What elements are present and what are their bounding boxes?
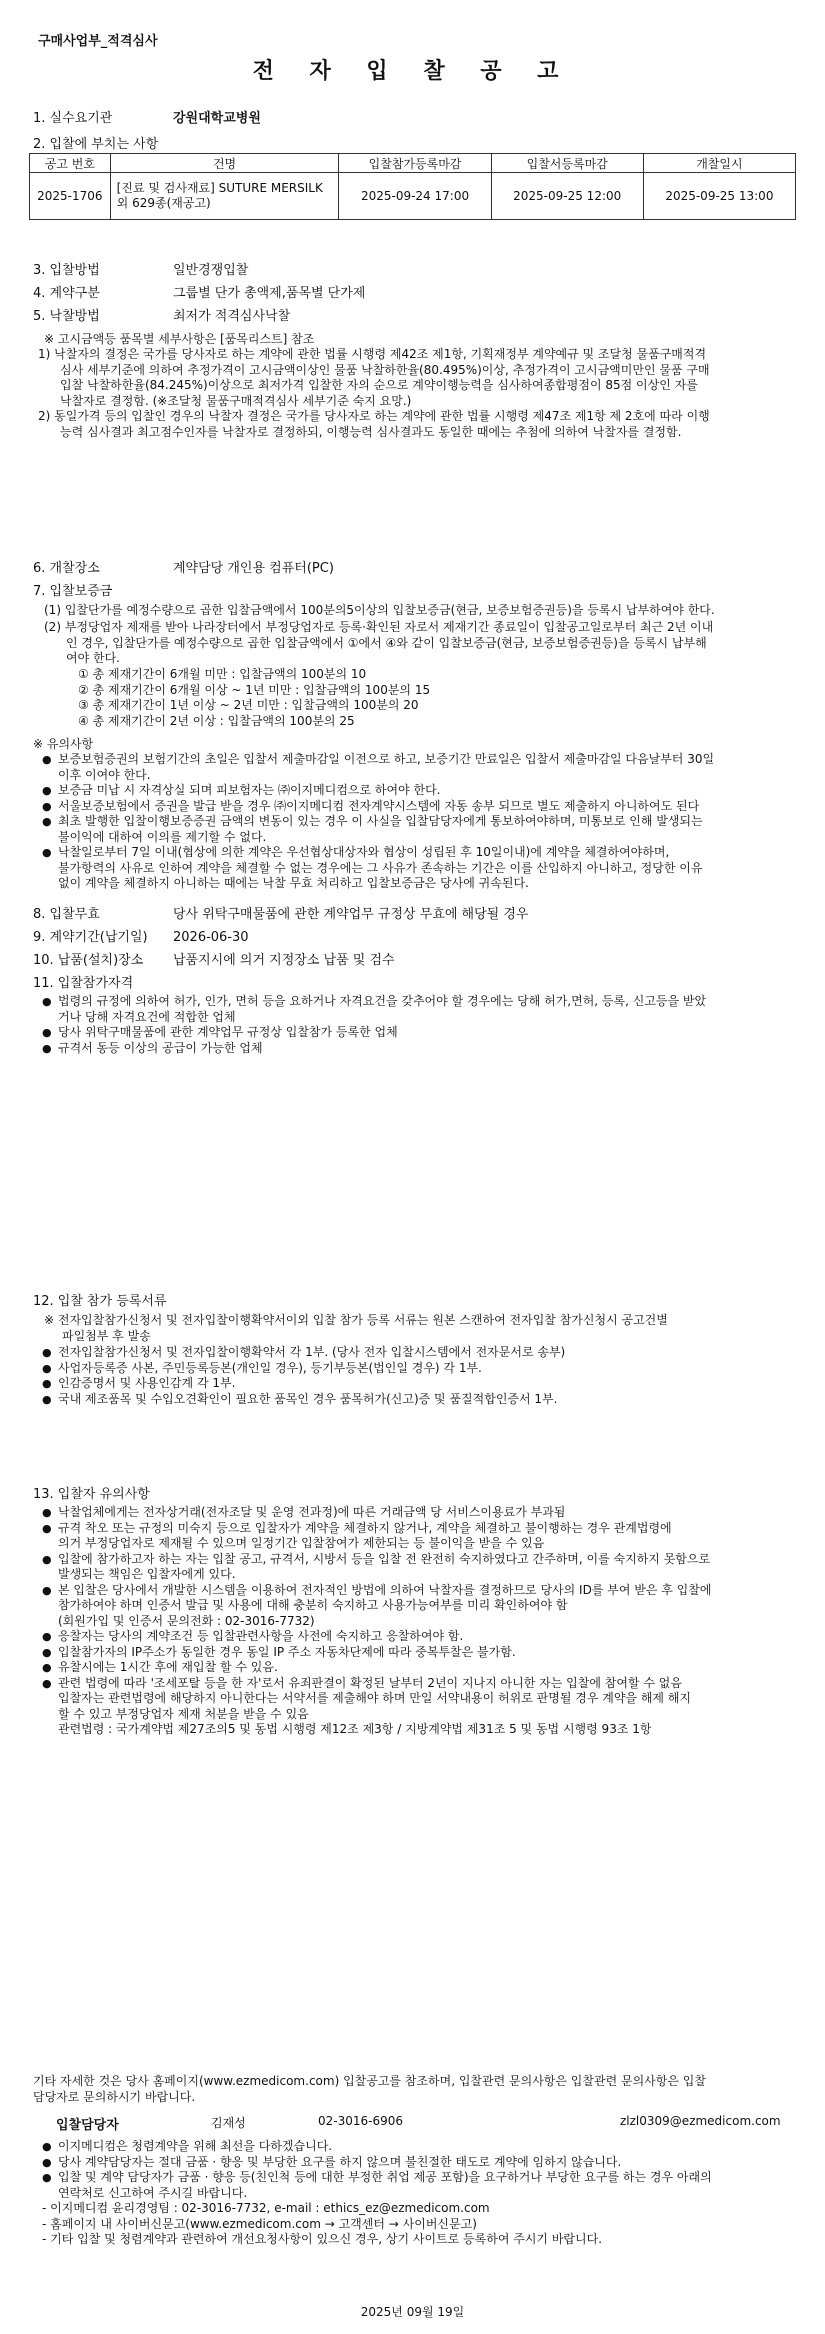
list-item: ● 당사 위탁구매물품에 관한 계약업무 규정상 입찰참가 등록한 업체	[42, 1025, 802, 1041]
contact-phone: 02-3016-6906	[318, 2114, 404, 2128]
list-item: ● 전자입찰참가신청서 및 전자입찰이행확약서 각 1부. (당사 전자 입찰시스템에서 전자문서로 송부)	[42, 1345, 802, 1361]
section-bid-bond-heading: 7. 입찰보증금	[33, 584, 113, 599]
section-contract-type: 4. 계약구분 그룹별 단가 총액제,품목별 단가제	[33, 286, 366, 301]
section-opening-place: 6. 개찰장소 계약담당 개인용 컴퓨터(PC)	[33, 561, 334, 576]
list-item: - 이지메디컴 윤리경영팀 : 02-3016-7732, e-mail : ethics_ez@ezmedicom.com	[42, 2201, 490, 2215]
department-label: 구매사업부_적격심사	[38, 34, 158, 49]
ethics-list	[42, 2139, 802, 2201]
contact-email: zlzl0309@ezmedicom.com	[620, 2114, 781, 2128]
list-item: ● 국내 제조품목 및 수입오견확인이 필요한 품목인 경우 품목허가(신고)증 및 품질적합인증서 1부.	[42, 1392, 802, 1408]
list-item: ● 본 입찰은 당사에서 개발한 시스템을 이용하여 전자적인 방법에 의하여 낙찰자를 결정하므로 당사의 ID를 부여 받은 후 입찰에 참가하여야 하며 인증서 발급 및 사용에 대해 충분히 숙지하고 사용가능여부를 미리 확인하여야 함 (회원가입 및 인증서 문의전화 : 02-3016-7732)	[42, 1583, 802, 1630]
list-item: - 홈페이지 내 사이버신문고(www.ezmedicom.com → 고객센터 → 사이버신문고)	[42, 2216, 477, 2231]
list-item: ① 총 제재기간이 6개월 미만 : 입찰금액의 100분의 10	[78, 667, 367, 681]
report-contacts	[42, 2201, 812, 2248]
list-item: ● 법령의 규정에 의하여 허가, 인가, 면허 등을 요하거나 자격요건을 갖추어야 할 경우에는 당해 허가,면허, 등록, 신고등을 받았 거나 당해 자격요건에 적합한 업체	[42, 994, 802, 1025]
bid-bond-notes-heading: ※ 유의사항	[33, 737, 94, 751]
documents-list	[42, 1345, 802, 1407]
list-item: ● 이지메디컴은 청렴계약을 위해 최선을 다하겠습니다.	[42, 2139, 802, 2155]
documents-note: ※ 전자입찰참가신청서 및 전자입찰이행확약서이외 입찰 참가 등록 서류는 원본 스캔하여 전자입찰 참가신청시 공고건별 파일첨부 후 발송	[44, 1313, 668, 1343]
list-item: ● 관련 법령에 따라 '조세포탈 등을 한 자'로서 유죄판결이 확정된 날부터 2년이 지나지 아니한 자는 입찰에 참여할 수 없음 입찰자는 관련법령에 해당하지 아니한다는 서약서를 제출해야 하며 만일 서약내용이 허위로 판명될 경우 계약을 해제 해지 할 수 있고 부정당업자 제재 처분을 받을 수 있음 관련법령 : 국가계약법 제27조의5 및 동법 시행령 제12조 제3항 / 지방계약법 제31조 5 및 동법 시행령 93조 1항	[42, 1676, 802, 1738]
bid-deadline: 2025-09-25 12:00	[491, 173, 643, 220]
list-item: ● 입찰 및 계약 담당자가 금품 · 향응 등(친인척 등에 대한 부정한 취업 제공 포함)을 요구하거나 부당한 요구를 하는 경우 아래의 연락처로 신고하여 주시길 바랍니다.	[42, 2170, 802, 2201]
section-invalid-bid: 8. 입찰무효 당사 위탁구매물품에 관한 계약업무 규정상 무효에 해당될 경우	[33, 907, 529, 922]
section-contract-period: 9. 계약기간(납기일) 2026-06-30	[33, 930, 249, 945]
list-item: ● 당사 계약담당자는 절대 금품 · 향응 및 부당한 요구를 하지 않으며 불친절한 태도로 계약에 임하지 않습니다.	[42, 2155, 802, 2171]
column-header: 건명	[110, 154, 339, 173]
section-delivery-place: 10. 납품(설치)장소 납품지시에 의거 지정장소 납품 및 검수	[33, 953, 395, 968]
bid-items-table	[29, 153, 796, 220]
list-item: ● 인감증명서 및 사용인감계 각 1부.	[42, 1376, 802, 1392]
column-header: 개찰일시	[643, 154, 795, 173]
list-item: ● 유찰시에는 1시간 후에 재입찰 할 수 있음.	[42, 1660, 802, 1676]
column-header: 입찰참가등록마감	[339, 154, 491, 173]
list-item: ● 서울보증보험에서 증권을 발급 받을 경우 ㈜이지메디컴 전자계약시스템에 자동 송부 되므로 별도 제출하지 아니하여도 된다	[42, 799, 802, 815]
item-list-reference: ※ 고시금액등 품목별 세부사항은 [품목리스트] 참조	[44, 332, 315, 346]
notice-number: 2025-1706	[30, 173, 111, 220]
list-item: ● 낙찰일로부터 7일 이내(협상에 의한 계약은 우선협상대상자와 협상이 성립된 후 10일이내)에 계약을 체결하여야하며, 불가항력의 사유로 인하여 계약을 체결할 수 없는 경우에는 그 사유가 존속하는 기간은 이를 산입하지 아니하고, 정당한 이유 없이 계약을 체결하지 아니하는 때에는 낙찰 무효 처리하고 입찰보증금은 당사에 귀속된다.	[42, 845, 802, 892]
notice-date: 2025년 09월 19일	[360, 2305, 465, 2319]
award-rule-paragraph-1: 1) 낙찰자의 결정은 국가를 당사자로 하는 계약에 관한 법률 시행령 제42조 제1항, 기획재정부 계약예규 및 조달청 물품구매적격 심사 세부기준에 의하여 추정가격이 고시금액이상인 물품 낙찰하한율(80.495%)이상, 추정가격이 고시금액미만인 물품 구매 입찰 낙찰하한율(84.245%)이상으로 최저가격 입찰한 자의 순으로 계약이행능력을 심사하여종합평점이 85점 이상인 자를 낙찰자로 결정함. (※조달청 물품구매적격심사 세부기준 숙지 요망.)	[38, 347, 710, 408]
section-bid-method: 3. 입찰방법 일반경쟁입찰	[33, 263, 249, 278]
section-bid-items-heading: 2. 입찰에 부치는 사항	[33, 137, 159, 152]
list-item: ● 사업자등록증 사본, 주민등록등본(개인일 경우), 등기부등본(법인일 경우) 각 1부.	[42, 1361, 802, 1377]
eligibility-list	[42, 994, 802, 1056]
bid-bond-notes-list	[42, 752, 802, 892]
section-agency: 1. 실수요기관 강원대학교병원	[33, 107, 261, 126]
list-item: ● 낙찰업체에게는 전자상거래(전자조달 및 운영 전과정)에 따른 거래금액 당 서비스이용료가 부과됨	[42, 1505, 802, 1521]
list-item: ③ 총 제재기간이 1년 이상 ~ 2년 미만 : 입찰금액의 100분의 20	[78, 698, 419, 712]
closing-text: 기타 자세한 것은 당사 홈페이지(www.ezmedicom.com) 입찰공고를 참조하며, 입찰관련 문의사항은 입찰관련 문의사항은 입찰 담당자로 문의하시기 바랍니다.	[33, 2074, 706, 2104]
bid-bond-paragraph-2: (2) 부정당업자 제재를 받아 나라장터에서 부정당업자로 등록·확인된 자로서 제재기간 종료일이 입찰공고일로부터 최근 2년 이내 인 경우, 입찰단가를 예정수량으로 곱한 입찰금액에서 ①에서 ④와 같이 입찰보증금(현금, 보증보험증권등)을 등록시 납부해 여야 한다.	[44, 620, 714, 665]
list-item: ● 규격 착오 또는 규정의 미숙지 등으로 입찰자가 계약을 체결하지 않거나, 계약을 체결하고 불이행하는 경우 관계법령에 의거 부정당업자로 제재될 수 있으며 일정기간 입찰참여가 제한되는 등 불이익을 받을 수 있음	[42, 1521, 802, 1552]
sanction-period-list	[78, 667, 430, 729]
agency-name: 강원대학교병원	[173, 111, 261, 126]
section-documents-heading: 12. 입찰 참가 등록서류	[33, 1294, 167, 1309]
section-eligibility-heading: 11. 입찰참가자격	[33, 976, 134, 991]
list-item: ● 규격서 동등 이상의 공급이 가능한 업체	[42, 1041, 802, 1057]
list-item: - 기타 입찰 및 청렴계약과 관련하여 개선요청사항이 있으신 경우, 상기 사이트로 등록하여 주시기 바랍니다.	[42, 2232, 603, 2246]
registration-deadline: 2025-09-24 17:00	[339, 173, 491, 220]
list-item: ② 총 제재기간이 6개월 이상 ~ 1년 미만 : 입찰금액의 100분의 15	[78, 682, 431, 697]
award-rule-paragraph-2: 2) 동일가격 등의 입찰인 경우의 낙찰자 결정은 국가를 당사자로 하는 계약에 관한 법률 시행령 제47조 제1항 제 2호에 따라 이행 능력 심사결과 최고점수인자를 낙찰자로 결정하되, 이행능력 심사결과도 동일한 때에는 추첨에 의하여 낙찰자를 결정함.	[38, 409, 710, 439]
contact-label: 입찰담당자	[56, 2118, 119, 2133]
list-item: ● 보증금 미납 시 자격상실 되며 피보험자는 ㈜이지메디컴으로 하여야 한다.	[42, 783, 802, 799]
list-item: ④ 총 제재기간이 2년 이상 : 입찰금액의 100분의 25	[78, 713, 355, 728]
bid-bond-paragraph-1: (1) 입찰단가를 예정수량으로 곱한 입찰금액에서 100분의5이상의 입찰보증금(현금, 보증보험증권등)을 등록시 납부하여야 한다.	[44, 603, 715, 617]
section-bidder-notes-heading: 13. 입찰자 유의사항	[33, 1487, 150, 1502]
bidder-notes-list	[42, 1505, 802, 1738]
table-row	[30, 173, 796, 220]
item-name: [진료 및 검사재료] SUTURE MERSILK 외 629종(재공고)	[110, 173, 339, 220]
list-item: ● 보증보험증권의 보험기간의 초일은 입찰서 제출마감일 이전으로 하고, 보증기간 만료일은 입찰서 제출마감일 다음날부터 30일 이후 이여야 한다.	[42, 752, 802, 783]
column-header: 공고 번호	[30, 154, 111, 173]
list-item: ● 입찰에 참가하고자 하는 자는 입찰 공고, 규격서, 시방서 등을 입찰 전 완전히 숙지하였다고 간주하며, 이를 숙지하지 못함으로 발생되는 책임은 입찰자에게 있다.	[42, 1552, 802, 1583]
list-item: ● 응찰자는 당사의 계약조건 등 입찰관련사항을 사전에 숙지하고 응찰하여야 함.	[42, 1629, 802, 1645]
opening-datetime: 2025-09-25 13:00	[643, 173, 795, 220]
document-title: 전 자 입 찰 공 고	[252, 59, 573, 84]
section-award-method: 5. 낙찰방법 최저가 적격심사낙찰	[33, 309, 291, 324]
list-item: ● 입찰참가자의 IP주소가 동일한 경우 동일 IP 주소 자동차단제에 따라 중복투찰은 불가함.	[42, 1645, 802, 1661]
table-header-row	[30, 154, 796, 173]
column-header: 입찰서등록마감	[491, 154, 643, 173]
list-item: ● 최초 발행한 입찰이행보증증권 금액의 변동이 있는 경우 이 사실을 입찰담당자에게 통보하여야하며, 미통보로 인해 발생되는 불이익에 대하여 이의를 제기할 수 없다.	[42, 814, 802, 845]
contact-name: 김재성	[211, 2116, 246, 2130]
